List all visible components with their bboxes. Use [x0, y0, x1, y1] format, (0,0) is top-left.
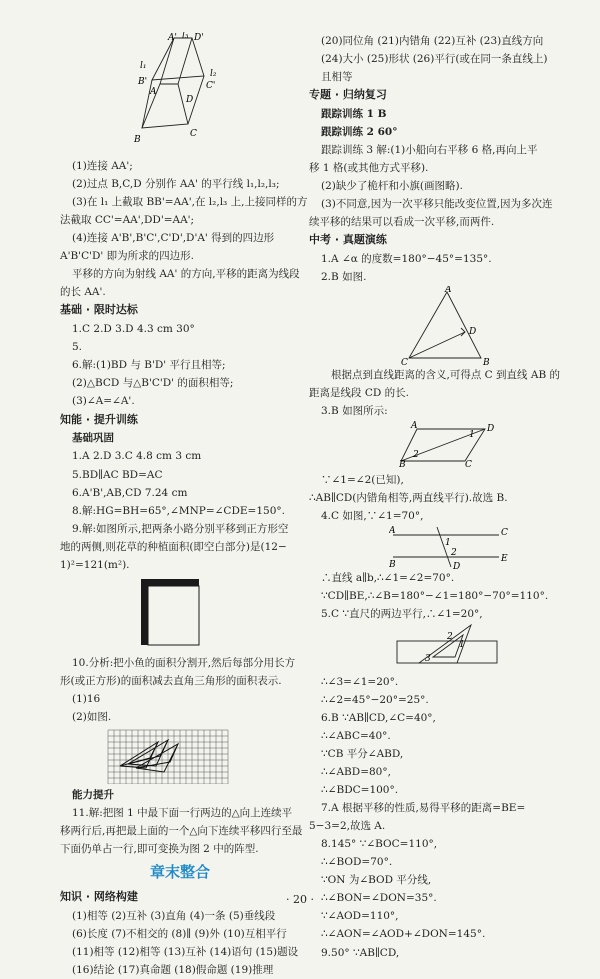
answer-line: 根据点到直线距离的含义,可得点 C 到直线 AB 的 — [331, 369, 561, 382]
section-heading: 中考 · 真题演练 — [309, 233, 387, 247]
answer-line: ∴AB∥CD(内错角相等,两直线平行).故选 B. — [309, 491, 508, 504]
section-heading: 知识 · 网络构建 — [60, 889, 138, 903]
answer-line: 跟踪训练 3 解:(1)小船向右平移 6 格,再向上平 — [321, 144, 538, 157]
label-angle-1: 1 — [445, 537, 451, 548]
answer-line: (2)缺少了桅杆和小旗(画图略). — [321, 180, 463, 193]
ruler-triangle-figure — [309, 623, 589, 673]
answer-line: 1.A 2.D 3.C 4.8 cm 3 cm — [72, 450, 202, 463]
answer-line: 8.解:HG=BH=65°,∠MNP=∠CDE=150°. — [72, 504, 285, 517]
label-D: D — [186, 95, 194, 105]
label-C: C — [401, 358, 408, 367]
label-angle-2: 2 — [413, 449, 419, 460]
answer-line: 移 1 格(或其他方式平移). — [309, 162, 429, 175]
answer-line: ∵CD∥BE,∴∠B=180°−∠1=180°−70°=110°. — [321, 589, 549, 602]
answer-line: 3.B 如图所示: — [321, 405, 388, 418]
answer-line: (11)相等 (12)相等 (13)互补 (14)语句 (15)题设 — [72, 945, 299, 958]
label-l3: l₃ — [182, 32, 189, 41]
label-E: E — [501, 553, 508, 564]
answer-line: 跟踪训练 2 60° — [321, 126, 398, 139]
fish-grid-figure — [60, 726, 300, 786]
answer-line: (1)16 — [72, 692, 101, 705]
answer-line: 6.解:(1)BD 与 B'D' 平行且相等; — [72, 359, 226, 372]
text-line: (4)连接 A'B',B'C',C'D',D'A' 得到的四边形 — [72, 232, 275, 245]
triangle-figure — [309, 286, 589, 366]
label-l1: l₁ — [140, 61, 147, 71]
ruler-triangle-diagram — [393, 623, 503, 673]
label-B: B — [389, 559, 396, 569]
label-l2: l₂ — [210, 69, 217, 79]
answer-line: ∴∠3=∠1=20°. — [321, 675, 399, 688]
label-angle-2: 2 — [451, 547, 457, 558]
answer-line: 6.A'B',AB,CD 7.24 cm — [72, 486, 188, 499]
label-angle-2: 2 — [447, 631, 453, 642]
square-garden-diagram — [140, 578, 200, 648]
triangle-diagram — [399, 286, 499, 366]
label-B: B — [134, 135, 141, 145]
answer-line: ∴∠2=45°−20°=25°. — [321, 693, 429, 706]
text-line: 法截取 CC'=AA',DD'=AA'; — [60, 214, 195, 227]
answer-line: (20)同位角 (21)内错角 (22)互补 (23)直线方向 — [321, 35, 544, 47]
answer-line: ∴∠ABC=40°. — [321, 729, 391, 742]
square-garden-figure — [60, 574, 300, 654]
answer-line: 5.C ∵直尺的两边平行,∴∠1=20°, — [321, 607, 483, 620]
answer-line: ∵CB 平分∠ABD, — [321, 747, 404, 760]
answer-line: (3)∠A=∠A'. — [72, 395, 135, 408]
answer-line: 4.C 如图,∵∠1=70°, — [321, 509, 424, 522]
answer-line: 形(或正方形)的面积减去直角三角形的面积表示. — [60, 674, 282, 687]
chapter-title: 章末整合 — [149, 863, 210, 882]
label-A-prime: A' — [168, 33, 177, 43]
label-angle-1: 1 — [459, 639, 465, 650]
answer-line: (2)△BCD 与△B'C'D' 的面积相等; — [72, 377, 234, 390]
label-C: C — [501, 527, 508, 538]
answer-line: 5−3=2,故选 A. — [309, 820, 386, 833]
text-line: 平移的方向为射线 AA' 的方向,平移的距离为线段 — [72, 268, 300, 281]
answer-line: ∵∠AOD=110°, — [321, 910, 399, 923]
answer-line: ∴∠BON=∠DON=35°. — [321, 892, 437, 905]
section-heading: 知能 · 提升训练 — [60, 412, 138, 426]
answer-line: 8.145° ∵∠BOC=110°, — [321, 838, 438, 851]
answer-line: ∴∠BOD=70°. — [321, 856, 393, 869]
label-D: D — [469, 327, 477, 338]
text-line: (3)在 l₁ 上截取 BB'=AA',在 l₂,l₃ 上,上接同样的方 — [72, 196, 308, 209]
label-D-prime: D' — [194, 33, 204, 43]
answer-line: 9.解:如图所示,把两条小路分别平移到正方形空 — [72, 522, 289, 535]
answer-line: ∵ON 为∠BOD 平分线, — [321, 874, 432, 887]
answer-line: 1.C 2.D 3.D 4.3 cm 30° — [72, 323, 195, 336]
label-A: A — [389, 525, 396, 536]
answer-line: 5. — [72, 341, 83, 354]
answer-line: 1.A ∠α 的度数=180°−45°=135°. — [321, 253, 492, 266]
label-A: A — [150, 87, 157, 97]
answer-line: 地的两侧,则花草的种植面积(即空白部分)是(12− — [60, 540, 287, 553]
text-line: 的长 AA'. — [60, 286, 106, 299]
answer-line: ∴∠BDC=100°. — [321, 784, 399, 797]
subsection-heading: 基础巩固 — [72, 432, 114, 445]
answer-line: 10.分析:把小鱼的面积分割开,然后每部分用长方 — [72, 656, 296, 669]
parallelogram-translation-figure — [60, 32, 300, 157]
section-heading: 基础 · 限时达标 — [60, 303, 138, 317]
answer-line: (3)不同意,因为一次平移只能改变位置,因为多次连 — [321, 198, 553, 211]
answer-line: 跟踪训练 1 B — [321, 108, 387, 121]
left-column — [60, 32, 308, 979]
label-A: A — [411, 420, 418, 431]
text-line: (2)过点 B,C,D 分别作 AA' 的平行线 l₁,l₂,l₃; — [72, 178, 280, 191]
answer-line: 续平移的结果可以看成一次平移,而两件. — [309, 216, 495, 229]
label-B-prime: B' — [138, 77, 148, 87]
label-B: B — [399, 459, 406, 467]
subsection-heading: 能力提升 — [72, 788, 114, 801]
answer-line: 下面仍单占一行,即可变换为图 2 中的阵型. — [60, 843, 259, 856]
translation-diagram — [132, 32, 262, 157]
answer-line: (2)如图. — [72, 710, 112, 723]
label-B: B — [483, 358, 490, 367]
answer-line: (24)大小 (25)形状 (26)平行(或在同一条直线上) — [321, 53, 548, 66]
text-line: (1)连接 AA'; — [72, 160, 133, 172]
answer-line: 6.B ∵AB∥CD,∠C=40°, — [321, 711, 436, 724]
fish-grid-diagram — [106, 728, 231, 784]
text-line: A'B'C'D' 即为所求的四边形. — [60, 250, 194, 263]
answer-line: 且相等 — [321, 71, 353, 84]
label-D: D — [453, 561, 461, 569]
label-C-prime: C' — [206, 81, 216, 91]
label-angle-1: 1 — [469, 429, 475, 440]
section-heading: 专题 · 归纳复习 — [309, 88, 387, 102]
answer-line: 距离是线段 CD 的长. — [309, 387, 409, 400]
label-D: D — [487, 423, 495, 434]
answer-line: (16)结论 (17)真命题 (18)假命题 (19)推理 — [72, 964, 274, 977]
label-angle-3: 3 — [425, 653, 431, 664]
label-C: C — [465, 459, 472, 467]
answer-line: ∵∠1=∠2(已知), — [321, 473, 404, 486]
parallelogram-diagram — [399, 421, 509, 467]
right-column — [309, 32, 589, 962]
answer-line: ∴∠AON=∠AOD+∠DON=145°. — [321, 928, 486, 941]
page-number: · 20 · — [286, 893, 314, 906]
answer-line: (1)相等 (2)互补 (3)直角 (4)一条 (5)垂线段 — [72, 909, 276, 922]
parallel-lines-figure — [309, 525, 589, 569]
answer-line: 1)²=121(m²). — [60, 558, 130, 571]
answer-line: 移两行后,再把最上面的一个△向下连续平移四行至最 — [60, 825, 303, 838]
answer-line: ∴∠ABD=80°, — [321, 766, 391, 779]
answer-line: 2.B 如图. — [321, 271, 367, 284]
label-A: A — [445, 286, 452, 296]
answer-line: 11.解:把图 1 中最下面一行两边的△向上连续平 — [72, 807, 293, 820]
answer-line: (6)长度 (7)不相交的 (8)∥ (9)外 (10)互相平行 — [72, 927, 287, 940]
answer-line: 9.50° ∵AB∥CD, — [321, 946, 400, 959]
label-C: C — [190, 129, 197, 139]
answer-line: ∴直线 a∥b,∴∠1=∠2=70°. — [321, 571, 455, 584]
answer-line: 7.A 根据平移的性质,易得平移的距离=BE= — [321, 802, 526, 815]
parallelogram-figure — [309, 421, 589, 471]
parallel-lines-diagram — [389, 525, 509, 569]
answer-line: 5.BD∥AC BD=AC — [72, 468, 163, 481]
